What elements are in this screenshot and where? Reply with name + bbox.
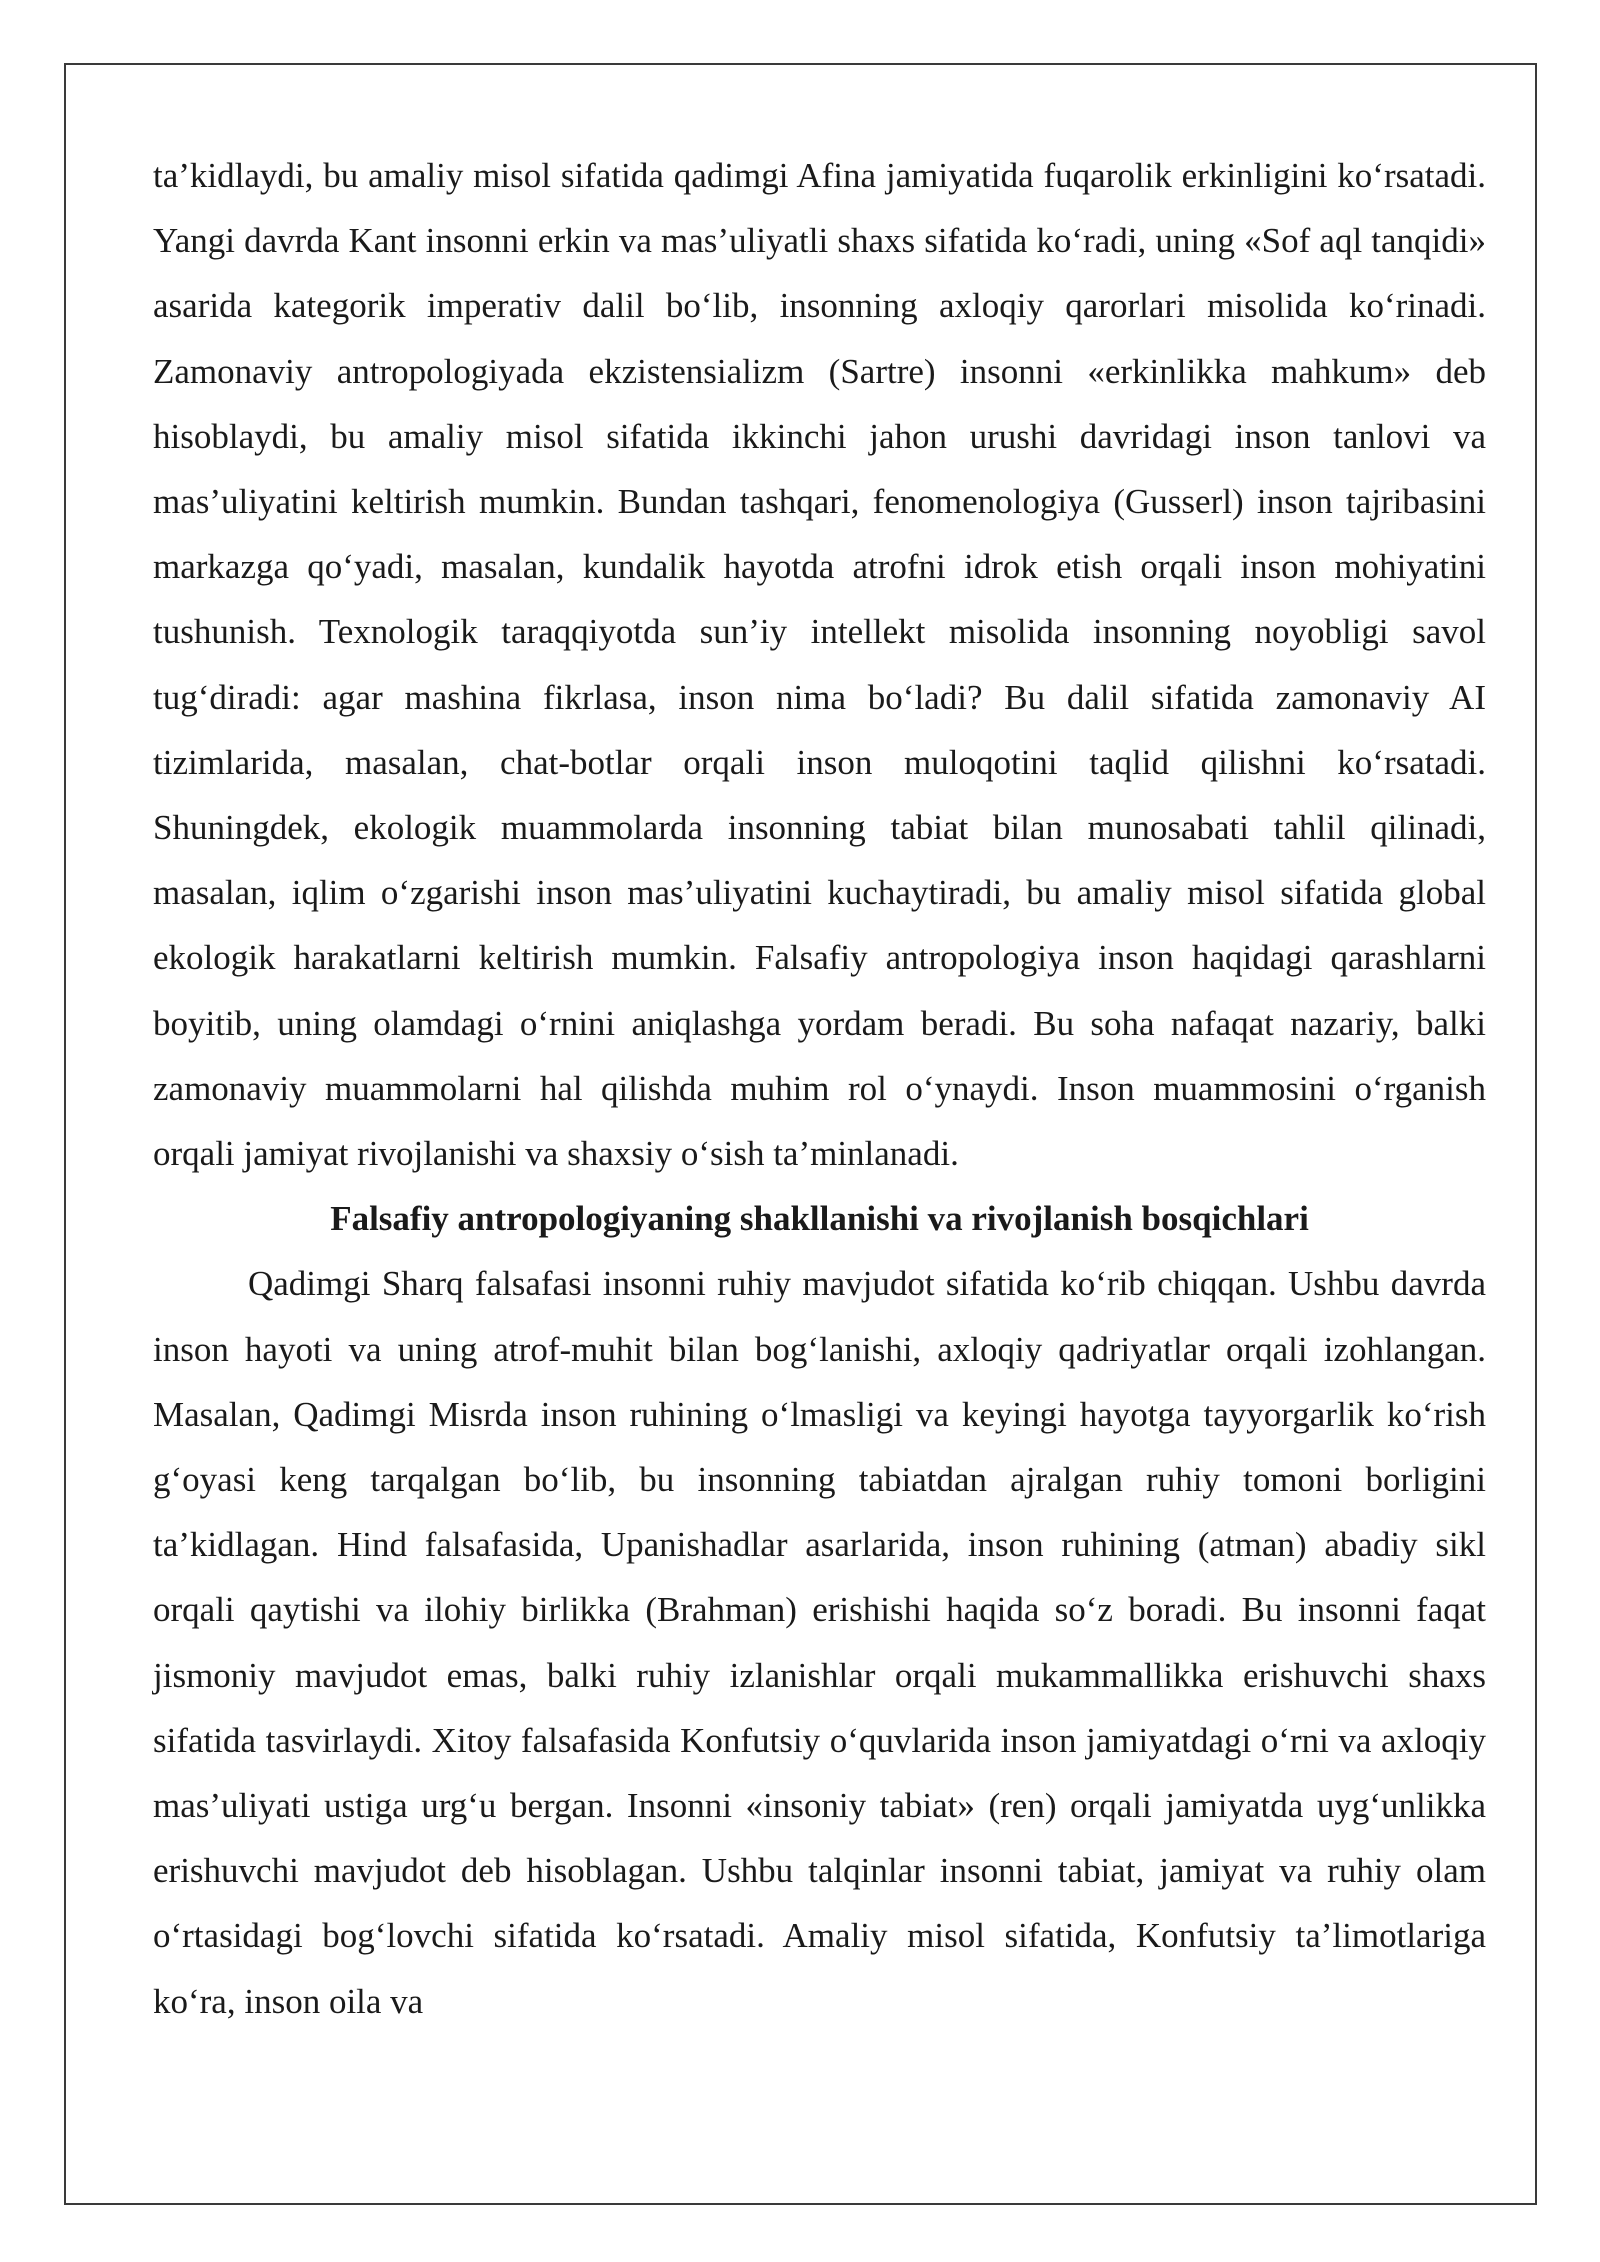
body-paragraph: Qadimgi Sharq falsafasi insonni ruhiy mavjudot sifatida ko‘rib chiqqan. Ushbu davrda inson hayoti va uning atrof-muhit bilan bog‘lanishi, axloqiy qadriyatlar orqali izohlangan. Masalan, Qadimgi Misrda inson ruhining o‘lmasligi va keyingi hayotga tayyorgarlik ko‘rish g‘oyasi keng tarqalgan bo‘lib, bu insonning tabiatdan ajralgan ruhiy tomoni borligini ta’kidlagan. Hind falsafasida, Upanishadlar asarlarida, inson ruhining (atman) abadiy sikl orqali qaytishi va ilohiy birlikka (Brahman) erishishi haqida so‘z boradi. Bu insonni faqat jismoniy mavjudot emas, balki ruhiy izlanishlar orqali mukammallikka erishuvchi shaxs sifatida tasvirlaydi. Xitoy falsafasida Konfutsiy o‘quvlarida inson jamiyatdagi o‘rni va axloqiy mas’uliyati ustiga urg‘u bergan. Insonni «insoniy tabiat» (ren) orqali jamiyatda uyg‘unlikka erishuvchi mavjudot deb hisoblagan. Ushbu talqinlar insonni tabiat, jamiyat va ruhiy olam o‘rtasidagi bog‘lovchi sifatida ko‘rsatadi. Amaliy misol sifatida, Konfutsiy ta’limotlariga ko‘ra, inson oila va (153, 1264, 1486, 2021)
document-body (153, 143, 1486, 2034)
section-heading: Falsafiy antropologiyaning shakllanishi va rivojlanish bosqichlari (330, 1199, 1309, 1239)
body-paragraph-continued: ta’kidlaydi, bu amaliy misol sifatida qadimgi Afina jamiyatida fuqarolik erkinligini ko‘rsatadi. Yangi davrda Kant insonni erkin va mas’uliyatli shaxs sifatida ko‘radi, uning «Sof aql tanqidi» asarida kategorik imperativ dalil bo‘lib, insonning axloqiy qarorlari misolida ko‘rinadi. Zamonaviy antropologiyada ekzistensializm (Sartre) insonni «erkinlikka mahkum» deb hisoblaydi, bu amaliy misol sifatida ikkinchi jahon urushi davridagi inson tanlovi va mas’uliyatini keltirish mumkin. Bundan tashqari, fenomenologiya (Gusserl) inson tajribasini markazga qo‘yadi, masalan, kundalik hayotda atrofni idrok etish orqali inson mohiyatini tushunish. Texnologik taraqqiyotda sun’iy intellekt misolida insonning noyobligi savol tug‘diradi: agar mashina fikrlasa, inson nima bo‘ladi? Bu dalil sifatida zamonaviy AI tizimlarida, masalan, chat-botlar orqali inson muloqotini taqlid qilishni ko‘rsatadi. Shuningdek, ekologik muammolarda insonning tabiat bilan munosabati tahlil qilinadi, masalan, iqlim o‘zgarishi inson mas’uliyatini kuchaytiradi, bu amaliy misol sifatida global ekologik harakatlarni keltirish mumkin. Falsafiy antropologiya inson haqidagi qarashlarni boyitib, uning olamdagi o‘rnini aniqlashga yordam beradi. Bu soha nafaqat nazariy, balki zamonaviy muammolarni hal qilishda muhim rol o‘ynaydi. Inson muammosini o‘rganish orqali jamiyat rivojlanishi va shaxsiy o‘sish ta’minlanadi. (153, 156, 1486, 1174)
